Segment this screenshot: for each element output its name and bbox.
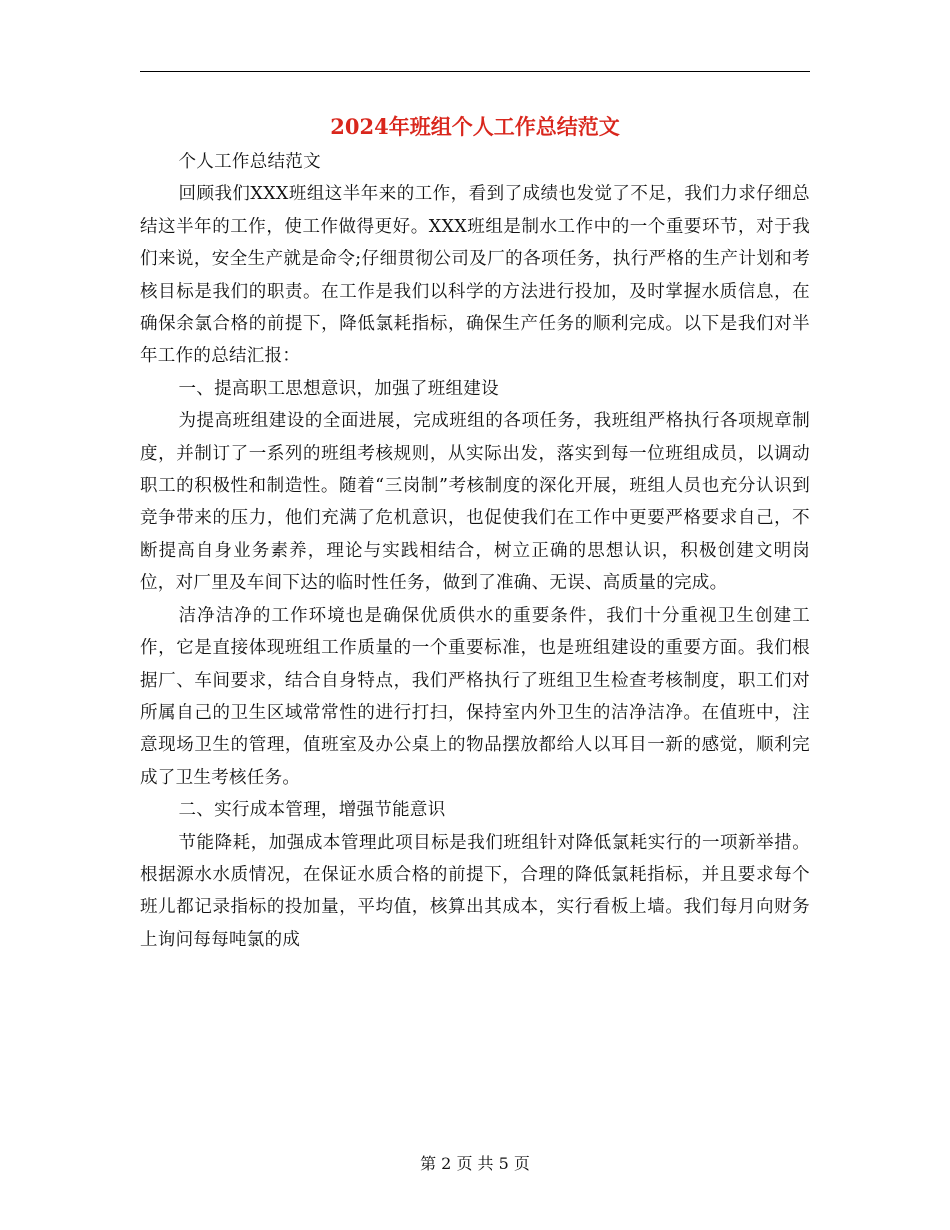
section-heading-1: 一、提高职工思想意识，加强了班组建设 [178,378,499,399]
header-rule [140,71,810,72]
section-heading-2: 二、实行成本管理，增强节能意识 [178,800,446,821]
page-number-footer: 第 2 页 共 5 页 [420,1154,530,1173]
section-1-paragraph-2: 洁净洁净的工作环境也是确保优质供水的重要条件，我们十分重视卫生创建工作，它是直接体现班组工作质量的一个重要标准，也是班组建设的重要方面。我们根据厂、车间要求，结合自身特点，我们严格执行了班组卫生检查考核制度，职工们对所属自己的卫生区域常常性的进行打扫，保持室内外卫生的洁净洁净。在值班中，注意现场卫生的管理，值班室及办公桌上的物品摆放都给人以耳目一新的感觉，顺利完成了卫生考核任务。 [140,605,810,788]
subtitle-paragraph: 个人工作总结范文 [178,152,321,172]
section-2-paragraph-1: 节能降耗，加强成本管理此项目标是我们班组针对降低氯耗实行的一项新举措。根据源水水质情况，在保证水质合格的前提下，合理的降低氯耗指标，并且要求每个班儿都记录指标的投加量，平均值，核算出其成本，实行看板上墙。我们每月向财务上询问每每吨氯的成 [140,832,810,950]
intro-paragraph: 回顾我们XXX班组这半年来的工作，看到了成绩也发觉了不足，我们力求仔细总结这半年的工作，使工作做得更好。XXX班组是制水工作中的一个重要环节，对于我们来说，安全生产就是命令;仔细贯彻公司及厂的各项任务，执行严格的生产计划和考核目标是我们的职责。在工作是我们以科学的方法进行投加，及时掌握水质信息，在确保余氯合格的前提下，降低氯耗指标，确保生产任务的顺利完成。以下是我们对半年工作的总结汇报： [140,184,810,367]
document-body [140,146,810,956]
section-1-paragraph-1: 为提高班组建设的全面进展，完成班组的各项任务，我班组严格执行各项规章制度，并制订了一系列的班组考核规则，从实际出发，落实到每一位班组成员，以调动职工的积极性和制造性。随着“三岗制”考核制度的深化开展，班组人员也充分认识到竞争带来的压力，他们充满了危机意识，也促使我们在工作中更要严格要求自己，不断提高自身业务素养，理论与实践相结合，树立正确的思想认识，积极创建文明岗位，对厂里及车间下达的临时性任务，做到了准确、无误、高质量的完成。 [140,411,810,594]
document-title: 2024年班组个人工作总结范文 [330,114,620,139]
